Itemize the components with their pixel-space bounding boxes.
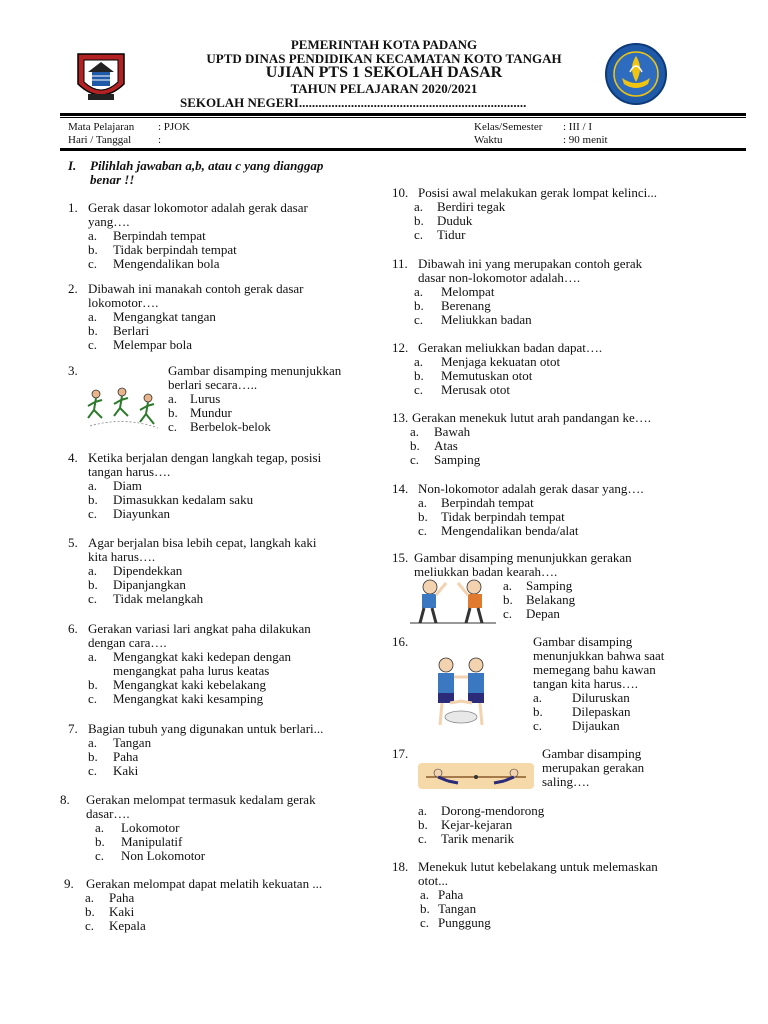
question-1-number: 1. <box>68 200 78 215</box>
question-12-option-text: Memutuskan otot <box>441 368 533 383</box>
question-11-text: Dibawah ini yang merupakan contoh gerak <box>418 256 643 271</box>
question-11-option-letter: a. <box>414 284 424 299</box>
question-18-option-letter: c. <box>420 915 430 930</box>
question-11-option-text: Meliukkan badan <box>441 312 532 327</box>
question-8-option-text: Non Lokomotor <box>121 848 206 863</box>
question-17-option-text: Tarik menarik <box>441 831 515 846</box>
question-13-option-text: Bawah <box>434 424 471 439</box>
question-13-option-text: Samping <box>434 452 481 467</box>
question-17-option-letter: a. <box>418 803 428 818</box>
question-16-option-text: Diluruskan <box>572 690 630 705</box>
question-2-number: 2. <box>68 281 78 296</box>
question-3-option-text: Mundur <box>190 405 232 420</box>
question-6-text: dengan cara…. <box>88 635 167 650</box>
question-17-text: merupakan gerakan <box>542 760 645 775</box>
question-1-option-letter: b. <box>88 242 98 257</box>
question-2-option-text: Mengangkat tangan <box>113 309 216 324</box>
question-16-number: 16. <box>392 634 409 649</box>
question-2-option-letter: b. <box>88 323 98 338</box>
header-agency: UPTD DINAS PENDIDIKAN KECAMATAN KOTO TANGAH <box>206 51 562 66</box>
question-16-option-letter: a. <box>533 690 543 705</box>
question-16-option-letter: c. <box>533 718 543 733</box>
question-1-option-text: Tidak berpindah tempat <box>113 242 237 257</box>
question-12-option-letter: b. <box>414 368 424 383</box>
question-1-option-letter: c. <box>88 256 98 271</box>
question-9-option-letter: a. <box>85 890 95 905</box>
question-15-option-letter: c. <box>503 606 513 621</box>
question-5-option-text: Dipendekkan <box>113 563 183 578</box>
question-10-text: Posisi awal melakukan gerak lompat kelinci... <box>418 185 657 200</box>
question-17-option-letter: b. <box>418 817 428 832</box>
question-7-option-letter: a. <box>88 735 98 750</box>
question-18-option-letter: b. <box>420 901 430 916</box>
question-9-option-letter: c. <box>85 918 95 933</box>
question-10-option-text: Tidur <box>437 227 466 242</box>
question-5-option-letter: a. <box>88 563 98 578</box>
question-14-option-text: Tidak berpindah tempat <box>441 509 565 524</box>
question-6-option-text: mengangkat paha lurus keatas <box>113 663 270 678</box>
question-1-text: yang…. <box>88 214 130 229</box>
header-divider-top <box>60 113 746 116</box>
header-divider-top-thin <box>60 117 746 118</box>
question-6-option-letter: c. <box>88 691 98 706</box>
class-label: Kelas/Semester <box>474 121 543 133</box>
question-2-option-text: Melempar bola <box>113 337 193 352</box>
date-value: : <box>158 134 162 146</box>
question-5-option-text: Dipanjangkan <box>113 577 186 592</box>
question-9-number: 9. <box>64 876 74 891</box>
question-6-option-letter: b. <box>88 677 98 692</box>
header-school-name: SEKOLAH NEGERI...................................................................... <box>180 95 527 110</box>
question-3-option-letter: b. <box>168 405 178 420</box>
question-15-option-letter: a. <box>503 578 513 593</box>
side-bending-illustration <box>410 577 496 625</box>
header-government: PEMERINTAH KOTA PADANG <box>290 37 478 52</box>
question-10-number: 10. <box>392 185 409 200</box>
question-7-option-text: Paha <box>113 749 139 764</box>
question-7-text: Bagian tubuh yang digunakan untuk berlari... <box>88 721 324 736</box>
question-6-option-text: Mengangkat kaki kesamping <box>113 691 264 706</box>
question-11-text: dasar non-lokomotor adalah…. <box>418 270 581 285</box>
question-15-option-letter: b. <box>503 592 513 607</box>
question-6-number: 6. <box>68 621 78 636</box>
question-5-number: 5. <box>68 535 78 550</box>
time-value: : 90 menit <box>563 134 608 146</box>
question-10-option-text: Duduk <box>437 213 473 228</box>
question-3-text: berlari secara….. <box>168 377 258 392</box>
question-16-text: memegang bahu kawan <box>533 662 656 677</box>
question-4-option-text: Diam <box>113 478 142 493</box>
partner-stretch-illustration <box>428 657 494 729</box>
question-3-option-letter: c. <box>168 419 178 434</box>
question-13-option-letter: a. <box>410 424 420 439</box>
question-5-option-letter: b. <box>88 577 98 592</box>
question-4-text: tangan harus…. <box>88 464 171 479</box>
question-8-text: dasar…. <box>86 806 130 821</box>
question-2-option-letter: a. <box>88 309 98 324</box>
question-3-option-letter: a. <box>168 391 178 406</box>
question-18-text: Menekuk lutut kebelakang untuk melemaskan <box>418 859 658 874</box>
question-13-number: 13. <box>392 410 409 425</box>
question-10-option-letter: a. <box>414 199 424 214</box>
question-14-option-text: Berpindah tempat <box>441 495 534 510</box>
question-11-number: 11. <box>392 256 408 271</box>
question-16-text: Gambar disamping <box>533 634 633 649</box>
question-7-option-letter: b. <box>88 749 98 764</box>
section-line-2: benar !! <box>90 172 135 187</box>
question-1-text: Gerak dasar lokomotor adalah gerak dasar <box>88 200 308 215</box>
question-8-option-text: Manipulatif <box>121 834 183 849</box>
question-17-number: 17. <box>392 746 409 761</box>
time-label: Waktu <box>474 134 503 146</box>
question-4-option-text: Diayunkan <box>113 506 171 521</box>
question-4-option-text: Dimasukkan kedalam saku <box>113 492 254 507</box>
question-16-option-text: Dilepaskan <box>572 704 631 719</box>
question-11-option-text: Berenang <box>441 298 491 313</box>
header-exam-title: UJIAN PTS 1 SEKOLAH DASAR <box>265 64 503 81</box>
question-12-option-letter: a. <box>414 354 424 369</box>
question-2-option-letter: c. <box>88 337 98 352</box>
question-18-text: otot... <box>418 873 448 888</box>
question-8-option-letter: c. <box>95 848 105 863</box>
question-6-option-letter: a. <box>88 649 98 664</box>
question-1-option-letter: a. <box>88 228 98 243</box>
question-14-option-letter: c. <box>418 523 428 538</box>
question-18-option-text: Punggung <box>438 915 491 930</box>
question-5-text: kita harus…. <box>88 549 156 564</box>
question-2-text: Dibawah ini manakah contoh gerak dasar <box>88 281 304 296</box>
question-5-text: Agar berjalan bisa lebih cepat, langkah kaki <box>88 535 317 550</box>
question-14-option-text: Mengendalikan benda/alat <box>441 523 579 538</box>
question-12-option-text: Merusak otot <box>441 382 510 397</box>
question-11-option-letter: c. <box>414 312 424 327</box>
class-value: : III / I <box>563 121 593 133</box>
question-17-option-text: Dorong-mendorong <box>441 803 545 818</box>
question-4-number: 4. <box>68 450 78 465</box>
question-4-option-letter: b. <box>88 492 98 507</box>
question-11-option-text: Melompat <box>441 284 495 299</box>
question-14-option-letter: a. <box>418 495 428 510</box>
section-line-1: Pilihlah jawaban a,b, atau c yang dianggap <box>90 158 324 173</box>
question-7-option-text: Kaki <box>113 763 139 778</box>
question-4-option-letter: a. <box>88 478 98 493</box>
question-9-option-text: Kaki <box>109 904 135 919</box>
question-14-number: 14. <box>392 481 409 496</box>
date-label: Hari / Tanggal <box>68 134 132 146</box>
question-6-text: Gerakan variasi lari angkat paha dilakukan <box>88 621 311 636</box>
question-12-number: 12. <box>392 340 409 355</box>
question-4-text: Ketika berjalan dengan langkah tegap, posisi <box>88 450 322 465</box>
question-13-text: Gerakan menekuk lutut arah pandangan ke…. <box>412 410 651 425</box>
question-15-text: meliukkan badan kearah…. <box>414 564 558 579</box>
question-7-option-letter: c. <box>88 763 98 778</box>
question-16-text: tangan kita harus…. <box>533 676 639 691</box>
question-7-option-text: Tangan <box>113 735 152 750</box>
question-12-option-letter: c. <box>414 382 424 397</box>
subject-label: Mata Pelajaran <box>68 121 135 133</box>
question-18-option-text: Tangan <box>438 901 477 916</box>
question-1-option-text: Berpindah tempat <box>113 228 206 243</box>
question-18-option-text: Paha <box>438 887 464 902</box>
question-9-text: Gerakan melompat dapat melatih kekuatan ... <box>86 876 323 891</box>
question-13-option-letter: b. <box>410 438 420 453</box>
question-18-number: 18. <box>392 859 409 874</box>
question-2-text: lokomotor…. <box>88 295 159 310</box>
running-children-illustration <box>84 386 164 430</box>
question-15-option-text: Depan <box>526 606 560 621</box>
question-8-text: Gerakan melompat termasuk kedalam gerak <box>86 792 316 807</box>
question-17-option-letter: c. <box>418 831 428 846</box>
question-10-option-letter: c. <box>414 227 424 242</box>
section-number: I. <box>68 158 77 173</box>
question-3-number: 3. <box>68 363 78 378</box>
question-5-option-text: Tidak melangkah <box>113 591 204 606</box>
question-12-text: Gerakan meliukkan badan dapat…. <box>418 340 603 355</box>
question-15-number: 15. <box>392 550 409 565</box>
subject-value: : PJOK <box>158 121 191 133</box>
question-8-option-letter: b. <box>95 834 105 849</box>
question-13-option-text: Atas <box>434 438 458 453</box>
question-18-option-letter: a. <box>420 887 430 902</box>
question-15-option-text: Belakang <box>526 592 576 607</box>
question-14-option-letter: b. <box>418 509 428 524</box>
question-4-option-letter: c. <box>88 506 98 521</box>
question-7-number: 7. <box>68 721 78 736</box>
question-5-option-letter: c. <box>88 591 98 606</box>
question-8-option-letter: a. <box>95 820 105 835</box>
question-6-option-text: Mengangkat kaki kedepan dengan <box>113 649 291 664</box>
question-15-text: Gambar disamping menunjukkan gerakan <box>414 550 632 565</box>
question-3-text: Gambar disamping menunjukkan <box>168 363 342 378</box>
question-15-option-text: Samping <box>526 578 573 593</box>
tug-of-war-illustration <box>418 761 534 791</box>
question-3-option-text: Berbelok-belok <box>190 419 271 434</box>
question-16-option-text: Dijaukan <box>572 718 620 733</box>
question-9-option-text: Kepala <box>109 918 146 933</box>
question-13-option-letter: c. <box>410 452 420 467</box>
question-17-text: Gambar disamping <box>542 746 642 761</box>
question-2-option-text: Berlari <box>113 323 150 338</box>
question-17-text: saling…. <box>542 774 590 789</box>
question-12-option-text: Menjaga kekuatan otot <box>441 354 561 369</box>
question-8-option-text: Lokomotor <box>121 820 180 835</box>
question-10-option-letter: b. <box>414 213 424 228</box>
question-10-option-text: Berdiri tegak <box>437 199 506 214</box>
question-16-option-letter: b. <box>533 704 543 719</box>
question-14-text: Non-lokomotor adalah gerak dasar yang…. <box>418 481 644 496</box>
question-9-option-letter: b. <box>85 904 95 919</box>
question-3-option-text: Lurus <box>190 391 221 406</box>
question-6-option-text: Mengangkat kaki kebelakang <box>113 677 267 692</box>
question-16-text: menunjukkan bahwa saat <box>533 648 665 663</box>
header-school-year: TAHUN PELAJARAN 2020/2021 <box>290 81 478 96</box>
question-8-number: 8. <box>60 792 70 807</box>
meta-divider <box>60 148 746 151</box>
question-1-option-text: Mengendalikan bola <box>113 256 220 271</box>
question-11-option-letter: b. <box>414 298 424 313</box>
question-9-option-text: Paha <box>109 890 135 905</box>
question-17-option-text: Kejar-kejaran <box>441 817 513 832</box>
